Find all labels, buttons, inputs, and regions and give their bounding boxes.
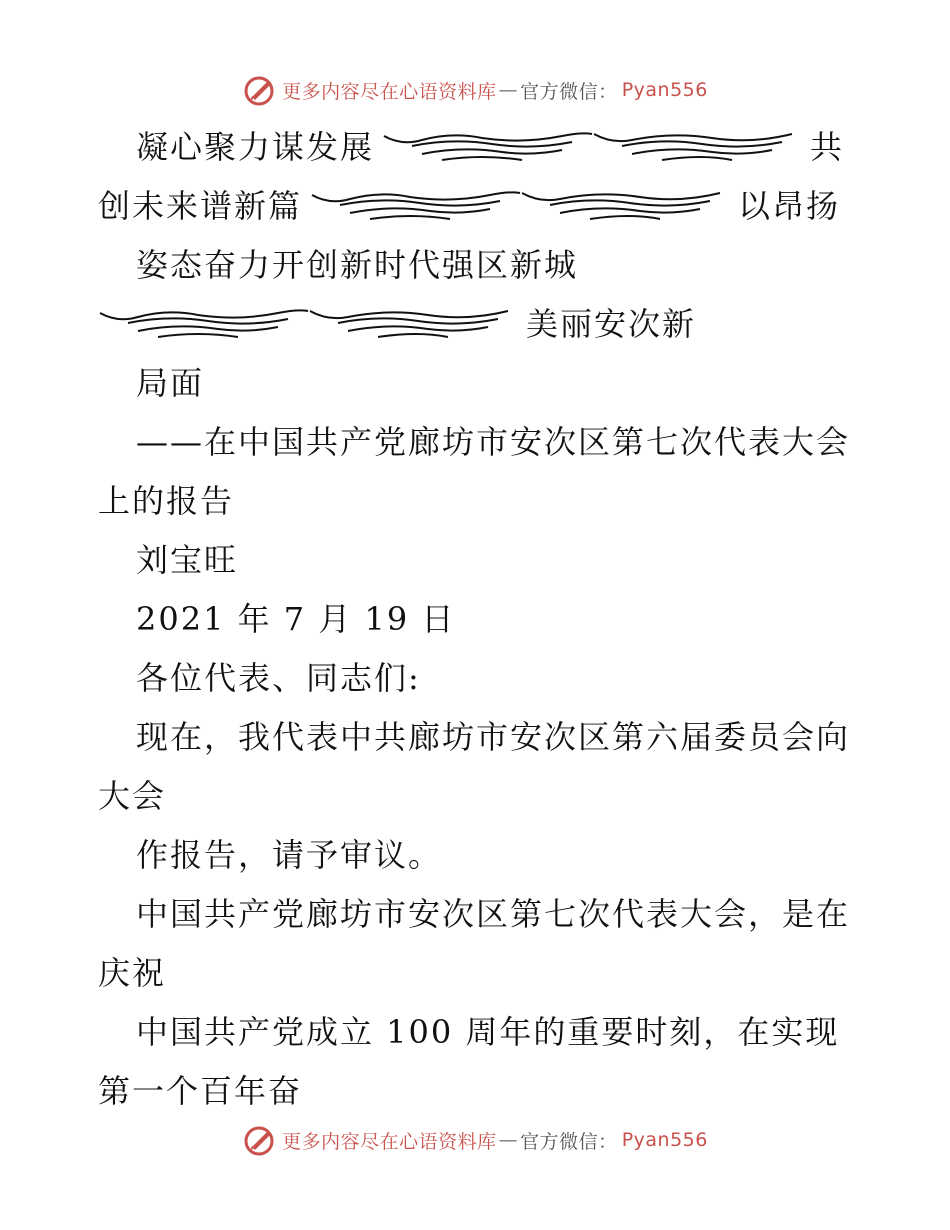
body-text: 第一个百年奋 — [98, 1072, 303, 1110]
watermark-dash: — — [498, 79, 519, 101]
body-text: 大会 — [98, 777, 167, 815]
body-line — [98, 1062, 858, 1121]
wave-ornament — [98, 305, 518, 345]
subtitle-line-1 — [98, 413, 858, 472]
author-line — [98, 531, 858, 590]
title-line-2 — [98, 177, 858, 236]
body-text: 中国共产党成立 100 周年的重要时刻，在实现 — [136, 1013, 840, 1051]
body-text: 现在，我代表中共廊坊市安次区第六届委员会向 — [136, 718, 851, 756]
body-text: 作报告，请予审议。 — [136, 836, 443, 874]
watermark-site-text: 更多内容尽在心语资料库 — [282, 1130, 497, 1153]
date-line — [98, 590, 858, 649]
author-name: 刘宝旺 — [136, 541, 239, 579]
body-line — [98, 767, 858, 826]
title-part: 美丽安次新 — [526, 305, 697, 343]
subtitle-text: ——在中国共产党廊坊市安次区第七次代表大会 — [136, 423, 851, 461]
title-part: 姿态奋力开创新时代强区新城 — [136, 246, 579, 284]
brand-logo-icon — [242, 1123, 278, 1157]
body-line — [98, 1003, 858, 1062]
body-line — [98, 885, 858, 944]
brand-logo-icon — [242, 73, 278, 107]
wave-ornament — [310, 187, 730, 227]
report-date: 2021 年 7 月 19 日 — [136, 600, 456, 638]
watermark-dash: — — [498, 1129, 519, 1151]
title-line-4 — [98, 295, 858, 354]
subtitle-line-2 — [98, 472, 858, 531]
subtitle-text: 上的报告 — [98, 482, 235, 520]
title-part: 凝心聚力谋发展 — [136, 128, 375, 166]
salutation-line — [98, 649, 858, 708]
watermark-wechat-id: Pyan556 — [621, 1129, 708, 1151]
watermark-wechat-label: 官方微信： — [520, 80, 618, 103]
wave-ornament — [382, 128, 802, 168]
header-watermark — [0, 70, 950, 110]
body-line — [98, 826, 858, 885]
title-line-5 — [98, 354, 858, 413]
watermark-site-text: 更多内容尽在心语资料库 — [282, 80, 497, 103]
document-body — [98, 118, 858, 1121]
title-line-3 — [98, 236, 858, 295]
title-part: 以昂扬 — [738, 187, 841, 225]
body-line — [98, 944, 858, 1003]
watermark-wechat-label: 官方微信： — [520, 1130, 618, 1153]
watermark-wechat-id: Pyan556 — [621, 79, 708, 101]
body-text: 庆祝 — [98, 954, 167, 992]
title-part: 局面 — [136, 364, 205, 402]
title-line-1 — [98, 118, 858, 177]
body-line — [98, 708, 858, 767]
title-part: 创未来谱新篇 — [98, 187, 303, 225]
title-part: 共 — [810, 128, 845, 166]
body-text: 中国共产党廊坊市安次区第七次代表大会，是在 — [136, 895, 851, 933]
footer-watermark — [0, 1120, 950, 1160]
salutation: 各位代表、同志们: — [136, 659, 421, 697]
